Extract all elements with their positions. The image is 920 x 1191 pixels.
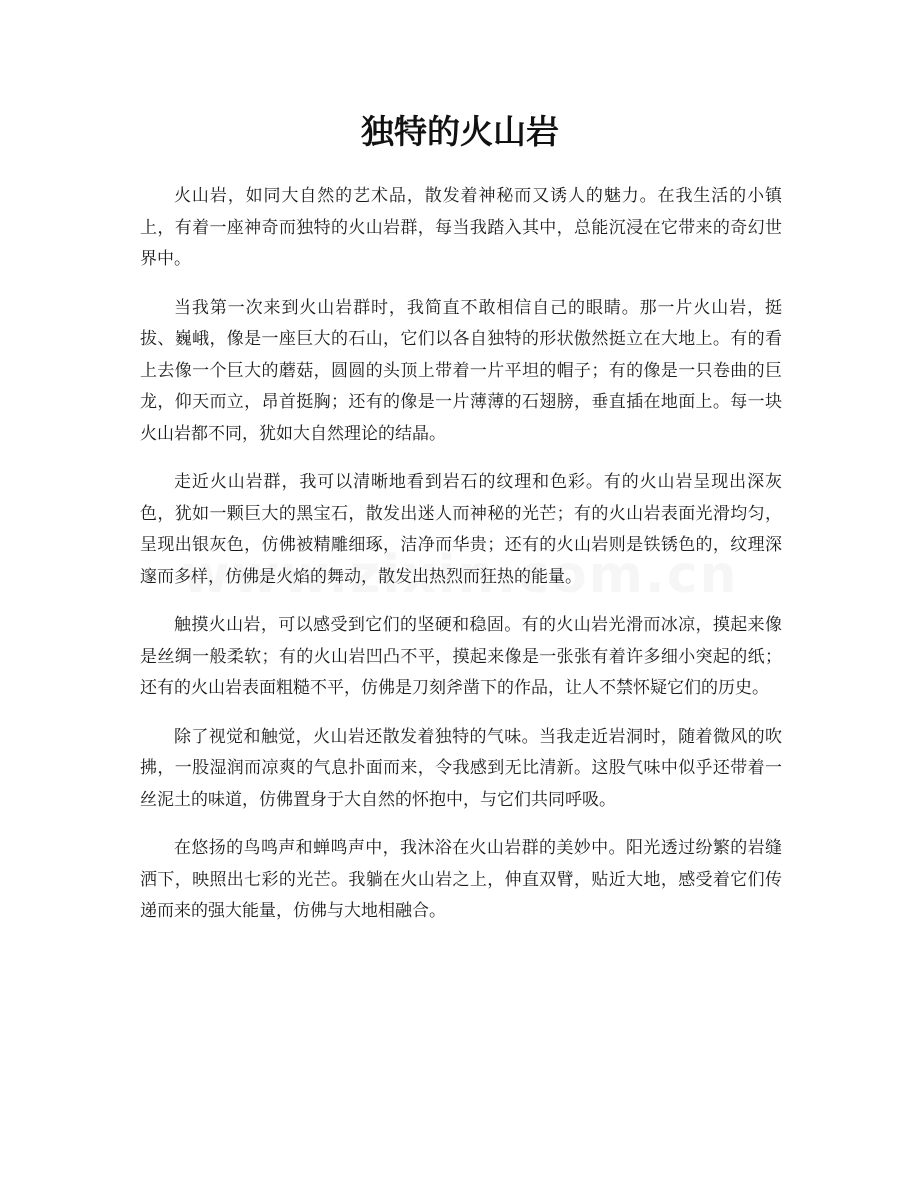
paragraph-6: 在悠扬的鸟鸣声和蝉鸣声中，我沐浴在火山岩群的美妙中。阳光透过纷繁的岩缝洒下，映照出七彩的光芒。我躺在火山岩之上，伸直双臂，贴近大地，感受着它们传递而来的强大能量，仿佛与大地相融合。 <box>140 838 782 921</box>
paragraph-3: 走近火山岩群，我可以清晰地看到岩石的纹理和色彩。有的火山岩呈现出深灰色，犹如一颗巨大的黑宝石，散发出迷人而神秘的光芒；有的火山岩表面光滑均匀，呈现出银灰色，仿佛被精雕细琢，洁净而华贵；还有的火山岩则是铁锈色的，纹理深邃而多样，仿佛是火焰的舞动，散发出热烈而狂热的能量。 <box>140 472 782 587</box>
paragraph-1: 火山岩，如同大自然的艺术品，散发着神秘而又诱人的魅力。在我生活的小镇上，有着一座神奇而独特的火山岩群，每当我踏入其中，总能沉浸在它带来的奇幻世界中。 <box>140 186 782 269</box>
document-title: 独特的火山岩 <box>361 112 559 151</box>
paragraph-4: 触摸火山岩，可以感受到它们的坚硬和稳固。有的火山岩光滑而冰凉，摸起来像是丝绸一般柔软；有的火山岩凹凸不平，摸起来像是一张张有着许多细小突起的纸；还有的火山岩表面粗糙不平，仿佛是刀刻斧凿下的作品，让人不禁怀疑它们的历史。 <box>140 615 782 698</box>
paragraph-2: 当我第一次来到火山岩群时，我简直不敢相信自己的眼睛。那一片火山岩，挺拔、巍峨，像是一座巨大的石山，它们以各自独特的形状傲然挺立在大地上。有的看上去像一个巨大的蘑菇，圆圆的头顶上带着一片平坦的帽子；有的像是一只卷曲的巨龙，仰天而立，昂首挺胸；还有的像是一片薄薄的石翅膀，垂直插在地面上。每一块火山岩都不同，犹如大自然理论的结晶。 <box>140 297 782 444</box>
document-body <box>140 181 782 945</box>
paragraph-5: 除了视觉和触觉，火山岩还散发着独特的气味。当我走近岩洞时，随着微风的吹拂，一股湿润而凉爽的气息扑面而来，令我感到无比清新。这股气味中似乎还带着一丝泥土的味道，仿佛置身于大自然的怀抱中，与它们共同呼吸。 <box>140 726 782 810</box>
